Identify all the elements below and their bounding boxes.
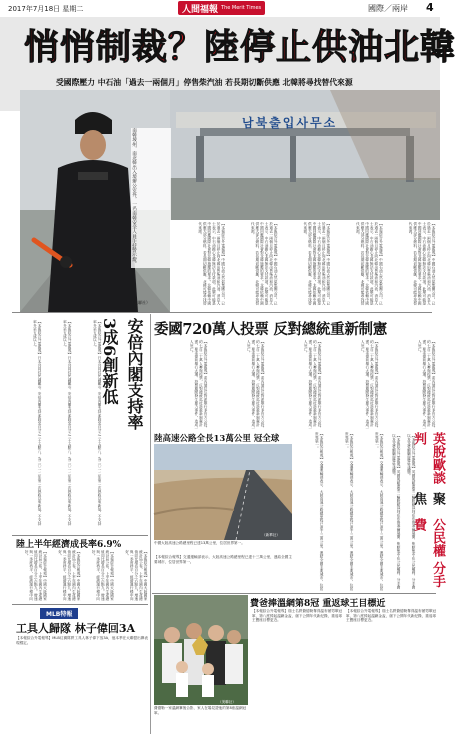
issue-date: 2017年7月18日 星期二 bbox=[8, 5, 84, 13]
divider bbox=[12, 535, 148, 536]
lead-headline bbox=[24, 27, 456, 75]
brexit-body-col: 【本報綜合外電報導】英國與歐盟第二輪脫歐談判在布魯塞爾展開，焦點集中在公民權利、分手費以及北愛爾蘭邊界等議題。 bbox=[392, 434, 401, 589]
highway-caption-text: 中國大陸高速公路總里程已達13萬公里，位居世界第一。 bbox=[154, 541, 245, 545]
tennis-headline: 費爸捧溫網第8冠 重返球王目標近 bbox=[250, 599, 386, 609]
venezuela-body-col: 【本報綜合外電報導】委內瑞拉反對派舉行非官方公投，約七百二十萬人參與投票，反對總統馬杜洛重新制憲計畫，要求提前舉行大選。投票期間發生暴力事件，造成一人死亡。 bbox=[190, 340, 208, 430]
abe-body-col: 【本報綜合外電報導】日本共同社民調顯示，安倍內閣支持率降至百分之三十五點八，為二〇一二年第二次執政以來新低，不支持率升至五成以上。 bbox=[63, 320, 72, 526]
newspaper-logo bbox=[178, 1, 265, 15]
divider bbox=[152, 593, 436, 594]
lead-headline-b: 陸停止供油北韓 bbox=[204, 28, 456, 68]
abe-body-col: 【本報綜合外電報導】日本共同社民調顯示，安倍內閣支持率降至百分之三十五點八，為二〇一二年第二次執政以來新低，不支持率升至五成以上。 bbox=[33, 320, 42, 526]
lead-body-col: 【本報綜合外電報導】中國石油天然氣集團公司，已於過去一兩個月停止向北韓出售柴油和汽油，消息人士表示，中石油擔心北韓無法支付款項。此舉可能是中國回應國際社會對北韓施壓的要求。北韓依賴中國供應大部分燃料，若長期切斷供應，北韓可能尋找替代來源。 bbox=[251, 222, 279, 305]
venezuela-body-col: 【本報綜合外電報導】委內瑞拉反對派舉行非官方公投，約七百二十萬人參與投票，反對總統馬杜洛重新制憲計畫，要求提前舉行大選。投票期間發生暴力事件，造成一人死亡。 bbox=[418, 340, 436, 430]
highway-photo bbox=[154, 444, 292, 540]
venezuela-headline: 委國720萬人投票 反對總統重新制憲 bbox=[154, 321, 387, 338]
page-number: 4 bbox=[426, 1, 434, 14]
venezuela-body bbox=[154, 340, 436, 430]
brexit-headline-c: 公民權 分手費 bbox=[411, 517, 445, 588]
lead-body-col: 【本報綜合外電報導】中國石油天然氣集團公司，已於過去一兩個月停止向北韓出售柴油和汽油，消息人士表示，中石油擔心北韓無法支付款項。此舉可能是中國回應國際社會對北韓施壓的要求。北韓依賴中國供應大部分燃料，若長期切斷供應，北韓可能尋找替代來源。 bbox=[409, 222, 436, 305]
china-body-col: 【本報綜合報導】中國大陸國家統計局公布，上半年國內生產總值同比增長百分之六點九，增速與一季度持平，經濟運行穩中向好。 bbox=[92, 550, 115, 601]
abe-headline bbox=[100, 318, 146, 530]
lead-subhead: 受國際壓力 中石油「過去一兩個月」停售柴汽油 若長期切斷供應 北韓將尋找替代來源 bbox=[56, 78, 353, 87]
brexit-body bbox=[388, 434, 416, 590]
logo-english: The Merit Times bbox=[221, 5, 262, 11]
china-growth-body bbox=[16, 550, 148, 602]
lead-body-col: 【本報綜合外電報導】中國石油天然氣集團公司，已於過去一兩個月停止向北韓出售柴油和汽油，消息人士表示，中石油擔心北韓無法支付款項。此舉可能是中國回應國際社會對北韓施壓的要求。北韓依賴中國供應大部分燃料，若長期切斷供應，北韓可能尋找替代來源。 bbox=[303, 222, 331, 305]
china-body-col: 【本報綜合報導】中國大陸國家統計局公布，上半年國內生產總值同比增長百分之六點九，增速與一季度持平，經濟運行穩中向好。 bbox=[58, 550, 81, 601]
lead-story-body bbox=[172, 220, 440, 306]
highway-body-right bbox=[296, 432, 384, 592]
lead-photo-gate bbox=[170, 90, 440, 220]
brexit-headline-a: 英脫歐談判 bbox=[411, 432, 445, 484]
lead-body-col: 【本報綜合外電報導】中國石油天然氣集團公司，已於過去一兩個月停止向北韓出售柴油和汽油，消息人士表示，中石油擔心北韓無法支付款項。此舉可能是中國回應國際社會對北韓施壓的要求。北韓依賴中國供應大部分燃料，若長期切斷供應，北韓可能尋找替代來源。 bbox=[356, 222, 384, 305]
brexit-body-col: 【本報綜合外電報導】英國與歐盟第二輪脫歐談判在布魯塞爾展開，焦點集中在公民權利、分手費以及北愛爾蘭邊界等議題。 bbox=[407, 434, 416, 589]
mlb-body bbox=[16, 636, 148, 726]
lead-headline-a: 悄悄制裁？ bbox=[24, 28, 205, 68]
highway-body-col: 【本報綜合報導】交通運輸部表示，大陸高速公路總里程已達十三萬公里，連結全國主要城市，位居世界第一。 bbox=[375, 432, 384, 591]
lead-photo-credit: （美聯社） bbox=[130, 300, 150, 305]
abe-headline-a: 安倍內閣支持率 bbox=[125, 318, 144, 430]
mlb-badge: MLB特報 bbox=[40, 608, 78, 619]
highway-caption bbox=[154, 541, 292, 591]
lead-body-col: 【本報綜合外電報導】中國石油天然氣集團公司，已於過去一兩個月停止向北韓出售柴油和汽油，消息人士表示，中石油擔心北韓無法支付款項。此舉可能是中國回應國際社會對北韓施壓的要求。北韓依賴中國供應大部分燃料，若長期切斷供應，北韓可能尋找替代來源。 bbox=[198, 222, 226, 305]
tennis-credit: （美聯社） bbox=[218, 700, 236, 704]
highway-credit: （新華社） bbox=[262, 533, 280, 537]
mlb-body-text: 【本報綜合外電報導】MLB紅襪隊將工具人林子偉下放3A，他本季在大聯盟出賽表現穩定。 bbox=[16, 636, 148, 645]
mlb-headline: 工具人歸隊 林子偉回3A bbox=[16, 622, 136, 635]
highway-body-text: 【本報綜合報導】交通運輸部表示，大陸高速公路總里程已達十三萬公里，連結全國主要城市，位居世界第一。 bbox=[154, 555, 292, 564]
tennis-body bbox=[252, 609, 436, 729]
brexit-headline-b: 聚焦 bbox=[411, 492, 445, 506]
tennis-caption: 費德勒一家溫網賽後合影，家人在場見證他的第8座溫網冠軍。 bbox=[154, 706, 247, 715]
highway-body-col: 【本報綜合報導】交通運輸部表示，大陸高速公路總里程已達十三萬公里，連結全國主要城市，位居世界第一。 bbox=[315, 432, 324, 591]
gate-sign: 남북출입사무소 bbox=[242, 116, 338, 130]
brexit-story bbox=[388, 432, 445, 592]
highway-body-col: 【本報綜合報導】交通運輸部表示，大陸高速公路總里程已達十三萬公里，連結全國主要城市，位居世界第一。 bbox=[345, 432, 354, 591]
venezuela-body-col: 【本報綜合外電報導】委內瑞拉反對派舉行非官方公投，約七百二十萬人參與投票，反對總統馬杜洛重新制憲計畫，要求提前舉行大選。投票期間發生暴力事件，造成一人死亡。 bbox=[247, 340, 265, 430]
china-body-col: 【本報綜合報導】中國大陸國家統計局公布，上半年國內生產總值同比增長百分之六點九，增速與一季度持平，經濟運行穩中向好。 bbox=[25, 550, 48, 601]
abe-body-col: 【本報綜合外電報導】日本共同社民調顯示，安倍內閣支持率降至百分之三十五點八，為二〇一二年第二次執政以來新低，不支持率升至五成以上。 bbox=[93, 320, 102, 526]
tennis-body-col: 【本報綜合外電報導】瑞士名將費德勒奪得溫布頓男單冠軍，第八度捧起溫網金盃，創下公開年代新紀錄，重返球王寶座目標更近。 bbox=[346, 609, 436, 623]
lead-caption-text: 南韓坡州，南北韓出入境辦公室外，一名南韓安全人員手持警示燈。 bbox=[131, 128, 137, 266]
china-growth-headline: 陸上半年經濟成長率6.9% bbox=[16, 540, 122, 550]
divider bbox=[12, 604, 148, 605]
highway-headline: 陸高速公路全長13萬公里 冠全球 bbox=[154, 434, 280, 444]
abe-body bbox=[14, 320, 102, 526]
venezuela-body-col: 【本報綜合外電報導】委內瑞拉反對派舉行非官方公投，約七百二十萬人參與投票，反對總統馬杜洛重新制憲計畫，要求提前舉行大選。投票期間發生暴力事件，造成一人死亡。 bbox=[304, 340, 322, 430]
china-body-col: 【本報綜合報導】中國大陸國家統計局公布，上半年國內生產總值同比增長百分之六點九，增速與一季度持平，經濟運行穩中向好。 bbox=[125, 550, 148, 601]
abe-headline-b: 3成6創新低 bbox=[100, 318, 119, 405]
section-label: 國際／兩岸 bbox=[368, 4, 408, 13]
abe-story bbox=[14, 314, 148, 534]
tennis-photo bbox=[154, 595, 248, 705]
logo-text: 人間福報 bbox=[182, 4, 219, 15]
masthead bbox=[0, 0, 440, 17]
lead-photo-caption bbox=[131, 128, 171, 268]
divider bbox=[12, 312, 432, 313]
divider bbox=[150, 314, 151, 734]
venezuela-body-col: 【本報綜合外電報導】委內瑞拉反對派舉行非官方公投，約七百二十萬人參與投票，反對總統馬杜洛重新制憲計畫，要求提前舉行大選。投票期間發生暴力事件，造成一人死亡。 bbox=[361, 340, 379, 430]
tennis-body-col: 【本報綜合外電報導】瑞士名將費德勒奪得溫布頓男單冠軍，第八度捧起溫網金盃，創下公開年代新紀錄，重返球王寶座目標更近。 bbox=[252, 609, 342, 623]
